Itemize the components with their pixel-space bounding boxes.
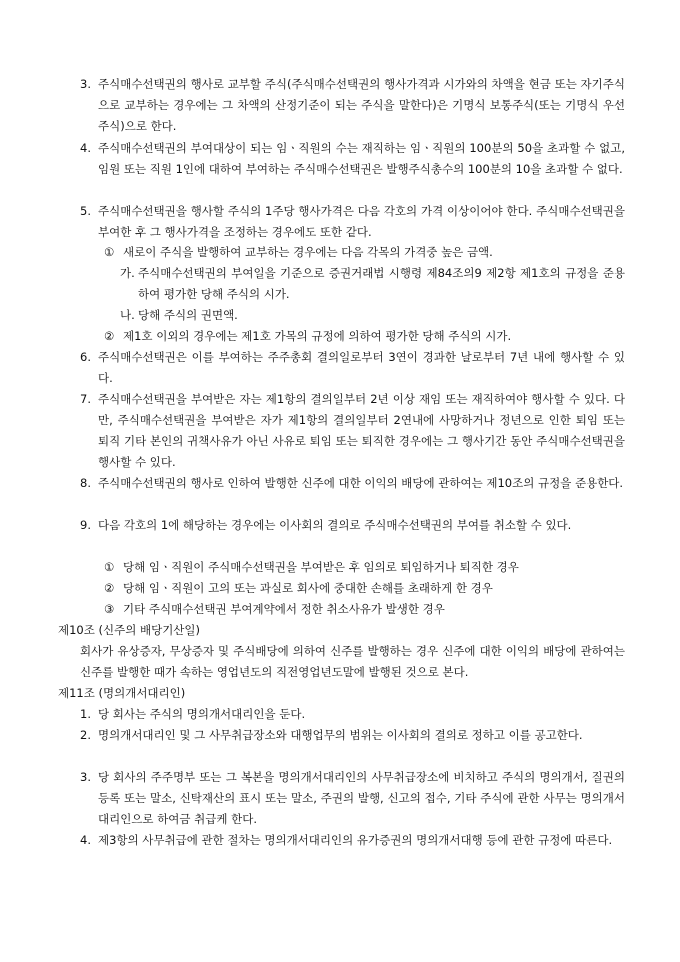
article-11-item-4	[80, 830, 625, 851]
sub-item-text: 당해 주식의 권면액.	[138, 308, 238, 322]
article-11-item-3	[80, 767, 625, 830]
item-number: 3.	[80, 77, 91, 91]
list-item-6	[80, 347, 625, 389]
article-11-heading: 제11조 (명의개서대리인)	[58, 686, 186, 700]
sub-item-number: ②	[104, 329, 115, 343]
sub-item-na	[120, 305, 625, 326]
item-text: 주식매수선택권의 행사로 교부할 주식(주식매수선택권의 행사가격과 시가와의 차액을 현금 또는 자기주식으로 교부하는 경우에는 그 차액의 산정기준이 되는 주식을 말한다)은 기명식 보통주식(또는 기명식 우선주식)으로 한다.	[98, 77, 625, 133]
item-number: 8.	[80, 476, 91, 490]
sub-item-number: ①	[104, 245, 115, 259]
sub-item-number: ③	[104, 602, 115, 616]
item-text: 다음 각호의 1에 해당하는 경우에는 이사회의 결의로 주식매수선택권의 부여를 취소할 수 있다.	[98, 518, 572, 532]
sub-item-number: ①	[104, 560, 115, 574]
sub-item-text: 당해 임ㆍ직원이 고의 또는 과실로 회사에 중대한 손해를 초래하게 한 경우	[123, 581, 493, 595]
article-10-heading: 제10조 (신주의 배당기산일)	[58, 623, 201, 637]
item-text: 제3항의 사무취급에 관한 절차는 명의개서대리인의 유가증권의 명의개서대행 등에 관한 규정에 따른다.	[98, 833, 613, 847]
cancel-reason-3	[104, 599, 625, 620]
item-text: 주식매수선택권은 이를 부여하는 주주총회 결의일로부터 3연이 경과한 날로부터 7년 내에 행사할 수 있다.	[98, 350, 625, 385]
item-number: 7.	[80, 392, 91, 406]
list-item-8	[80, 473, 625, 494]
item-text: 주식매수선택권을 행사할 주식의 1주당 행사가격은 다음 각호의 가격 이상이어야 한다. 주식매수선택권을 부여한 후 그 행사가격을 조정하는 경우에도 또한 같다.	[98, 204, 625, 239]
sub-item-text: 당해 임ㆍ직원이 주식매수선택권을 부여받은 후 임의로 퇴임하거나 퇴직한 경우	[123, 560, 519, 574]
list-item-4	[80, 138, 625, 180]
sub-item-number: 가.	[120, 266, 135, 280]
sub-item-text: 제1호 이외의 경우에는 제1호 가목의 규정에 의하여 평가한 당해 주식의 시가.	[123, 329, 512, 343]
sub-item-1	[104, 242, 625, 263]
item-text: 당 회사의 주주명부 또는 그 복본을 명의개서대리인의 사무취급장소에 비치하고 주식의 명의개서, 질권의 등록 또는 말소, 신탁재산의 표시 또는 말소, 주권의 발행, 신고의 접수, 기타 주식에 관한 사무는 명의개서대리인으로 하여금 취급케 한다.	[98, 770, 625, 826]
sub-item-number: 나.	[120, 308, 135, 322]
item-number: 1.	[80, 707, 91, 721]
list-item-3	[80, 74, 625, 137]
item-text: 주식매수선택권을 부여받은 자는 제1항의 결의일부터 2년 이상 재임 또는 재직하여야 행사할 수 있다. 다만, 주식매수선택권을 부여받은 자가 제1항의 결의일부터 2연내에 사망하거나 정년으로 인한 퇴임 또는 퇴직 기타 본인의 귀책사유가 아닌 사유로 퇴임 또는 퇴직한 경우에는 그 행사기간 동안 주식매수선택권을 행사할 수 있다.	[98, 392, 625, 469]
sub-item-ga	[120, 263, 625, 305]
article-11-item-2	[80, 725, 625, 746]
article-11-item-1	[80, 704, 625, 725]
cancel-reason-2	[104, 578, 625, 599]
item-text: 명의개서대리인 및 그 사무취급장소와 대행업무의 범위는 이사회의 결의로 정하고 이를 공고한다.	[98, 728, 583, 742]
item-number: 9.	[80, 518, 91, 532]
item-text: 당 회사는 주식의 명의개서대리인을 둔다.	[98, 707, 306, 721]
list-item-9	[80, 515, 625, 536]
item-number: 6.	[80, 350, 91, 364]
item-number: 4.	[80, 833, 91, 847]
item-number: 3.	[80, 770, 91, 784]
list-item-5	[80, 201, 625, 243]
sub-item-text: 주식매수선택권의 부여일을 기준으로 증권거래법 시행령 제84조의9 제2항 제1호의 규정을 준용하여 평가한 당해 주식의 시가.	[138, 266, 625, 301]
item-number: 5.	[80, 204, 91, 218]
sub-item-2	[104, 326, 625, 347]
item-text: 주식매수선택권의 행사로 인하여 발행한 신주에 대한 이익의 배당에 관하여는 제10조의 규정을 준용한다.	[98, 476, 624, 490]
list-item-7	[80, 389, 625, 473]
cancel-reason-1	[104, 557, 625, 578]
sub-item-text: 새로이 주식을 발행하여 교부하는 경우에는 다음 각목의 가격중 높은 금액.	[123, 245, 493, 259]
item-text: 주식매수선택권의 부여대상이 되는 임ㆍ직원의 수는 재직하는 임ㆍ직원의 100분의 50을 초과할 수 없고, 임원 또는 직원 1인에 대하여 부여하는 주식매수선택권은 발행주식총수의 100분의 10을 초과할 수 없다.	[98, 141, 625, 176]
article-10-text: 회사가 유상증자, 무상증자 및 주식배당에 의하여 신주를 발행하는 경우 신주에 대한 이익의 배당에 관하여는 신주를 발행한 때가 속하는 영업년도의 직전영업년도말에 발행된 것으로 본다.	[80, 644, 625, 679]
sub-item-text: 기타 주식매수선택권 부여계약에서 정한 취소사유가 발생한 경우	[123, 602, 445, 616]
item-number: 2.	[80, 728, 91, 742]
sub-item-number: ②	[104, 581, 115, 595]
item-number: 4.	[80, 141, 91, 155]
